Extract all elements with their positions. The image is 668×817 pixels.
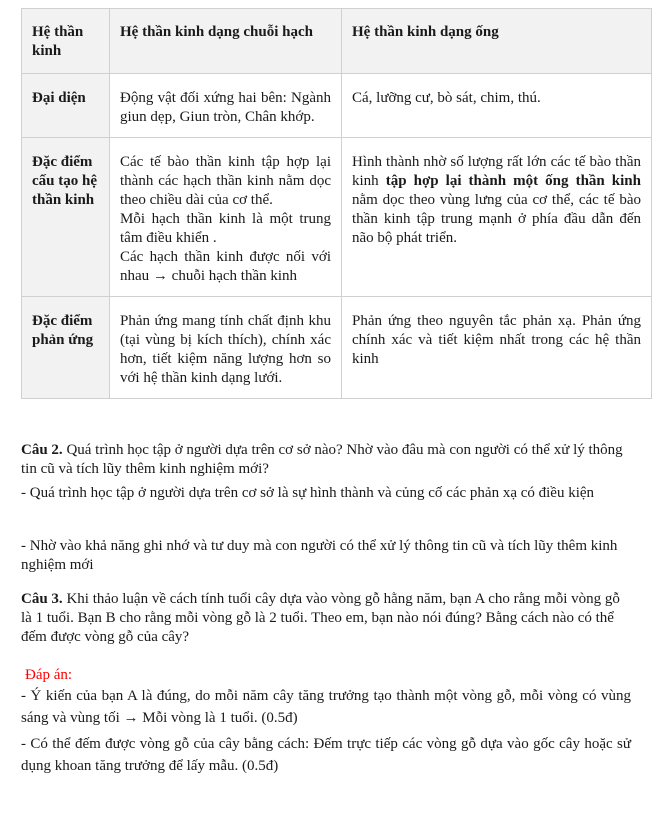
header-cell: Hệ thần kinh dạng chuỗi hạch: [110, 9, 342, 74]
cell-line: Mỗi hạch thần kinh là một trung tâm điều khiển .: [120, 211, 331, 246]
answer-text: - Có thể đếm được vòng gỗ của cây bằng cách: Đếm trực tiếp các vòng gỗ dựa vào gốc cây hoặc sử dụng khoan tăng trưởng để lấy mẫu. (0.5đ): [21, 736, 631, 774]
table-cell: Phản ứng theo nguyên tắc phản xạ. Phản ứng chính xác và tiết kiệm nhất trong các hệ thần kinh: [342, 297, 652, 399]
row-label: Đặc điểm cấu tạo hệ thần kinh: [22, 138, 110, 297]
table-header-row: [22, 9, 652, 74]
answer-label: Đáp án:: [25, 667, 73, 683]
table-row: [22, 297, 652, 399]
question-label: Câu 3.: [21, 591, 63, 607]
answer-text: - Ý kiến của bạn A là đúng, do mỗi năm cây tăng trưởng tạo thành một vòng gỗ, mỗi vòng có vùng sáng và vùng tối → Mỗi vòng là 1 tuổi. (0.5đ): [21, 688, 631, 726]
table-row: [22, 138, 652, 297]
table-cell: [110, 138, 342, 297]
table-cell: Phản ứng mang tính chất định khu (tại vùng bị kích thích), chính xác hơn, tiết kiệm năng lượng hơn so với hệ thần kinh dạng lưới.: [110, 297, 342, 399]
table-cell: Động vật đối xứng hai bên: Ngành giun dẹp, Giun tròn, Chân khớp.: [110, 74, 342, 138]
answer-text: - Quá trình học tập ở người dựa trên cơ sở là sự hình thành và củng cố các phản xạ có điều kiện: [21, 485, 595, 501]
table-row: [22, 74, 652, 138]
row-label: Đại diện: [22, 74, 110, 138]
cell-text: nằm dọc theo vùng lưng của cơ thể, các tế bào thần kinh tập trung mạnh ở phía đầu dẫn đến não bộ phát triển.: [352, 192, 641, 246]
question-2: [21, 441, 631, 479]
question-text: Quá trình học tập ở người dựa trên cơ sở nào? Nhờ vào đâu mà con người có thể xử lý thông tin cũ và tích lũy thêm kinh nghiệm mới?: [21, 442, 623, 477]
row-label: Đặc điểm phản ứng: [22, 297, 110, 399]
question-text: Khi thảo luận về cách tính tuổi cây dựa vào vòng gỗ hằng năm, bạn A cho rằng mỗi vòng gỗ là 1 tuổi. Bạn B cho rằng mỗi vòng gỗ là 2 tuổi. Theo em, bạn nào nói đúng? Bằng cách nào có thể đếm được vòng gỗ của cây?: [21, 591, 620, 645]
comparison-table: [21, 8, 652, 399]
table-cell: [342, 138, 652, 297]
cell-line: Các tế bào thần kinh tập hợp lại thành các hạch thần kinh nằm dọc theo chiều dài của cơ thể.: [120, 154, 331, 208]
header-cell: Hệ thần kinh: [22, 9, 110, 74]
cell-bold-text: tập hợp lại thành một ống thần kinh: [385, 173, 641, 189]
question-label: Câu 2.: [21, 442, 63, 458]
header-cell: Hệ thần kinh dạng ống: [342, 9, 652, 74]
cell-line: Các hạch thần kinh được nối với nhau → chuỗi hạch thần kinh: [120, 249, 331, 284]
question-3: [21, 590, 631, 647]
table-cell: Cá, lưỡng cư, bò sát, chim, thú.: [342, 74, 652, 138]
cell-text: Hình thành nhờ số lượng rất lớn các tế bào thần kinh: [352, 154, 641, 189]
answer-text: - Nhờ vào khả năng ghi nhớ và tư duy mà con người có thể xử lý thông tin cũ và tích lũy thêm kinh nghiệm mới: [21, 538, 618, 573]
